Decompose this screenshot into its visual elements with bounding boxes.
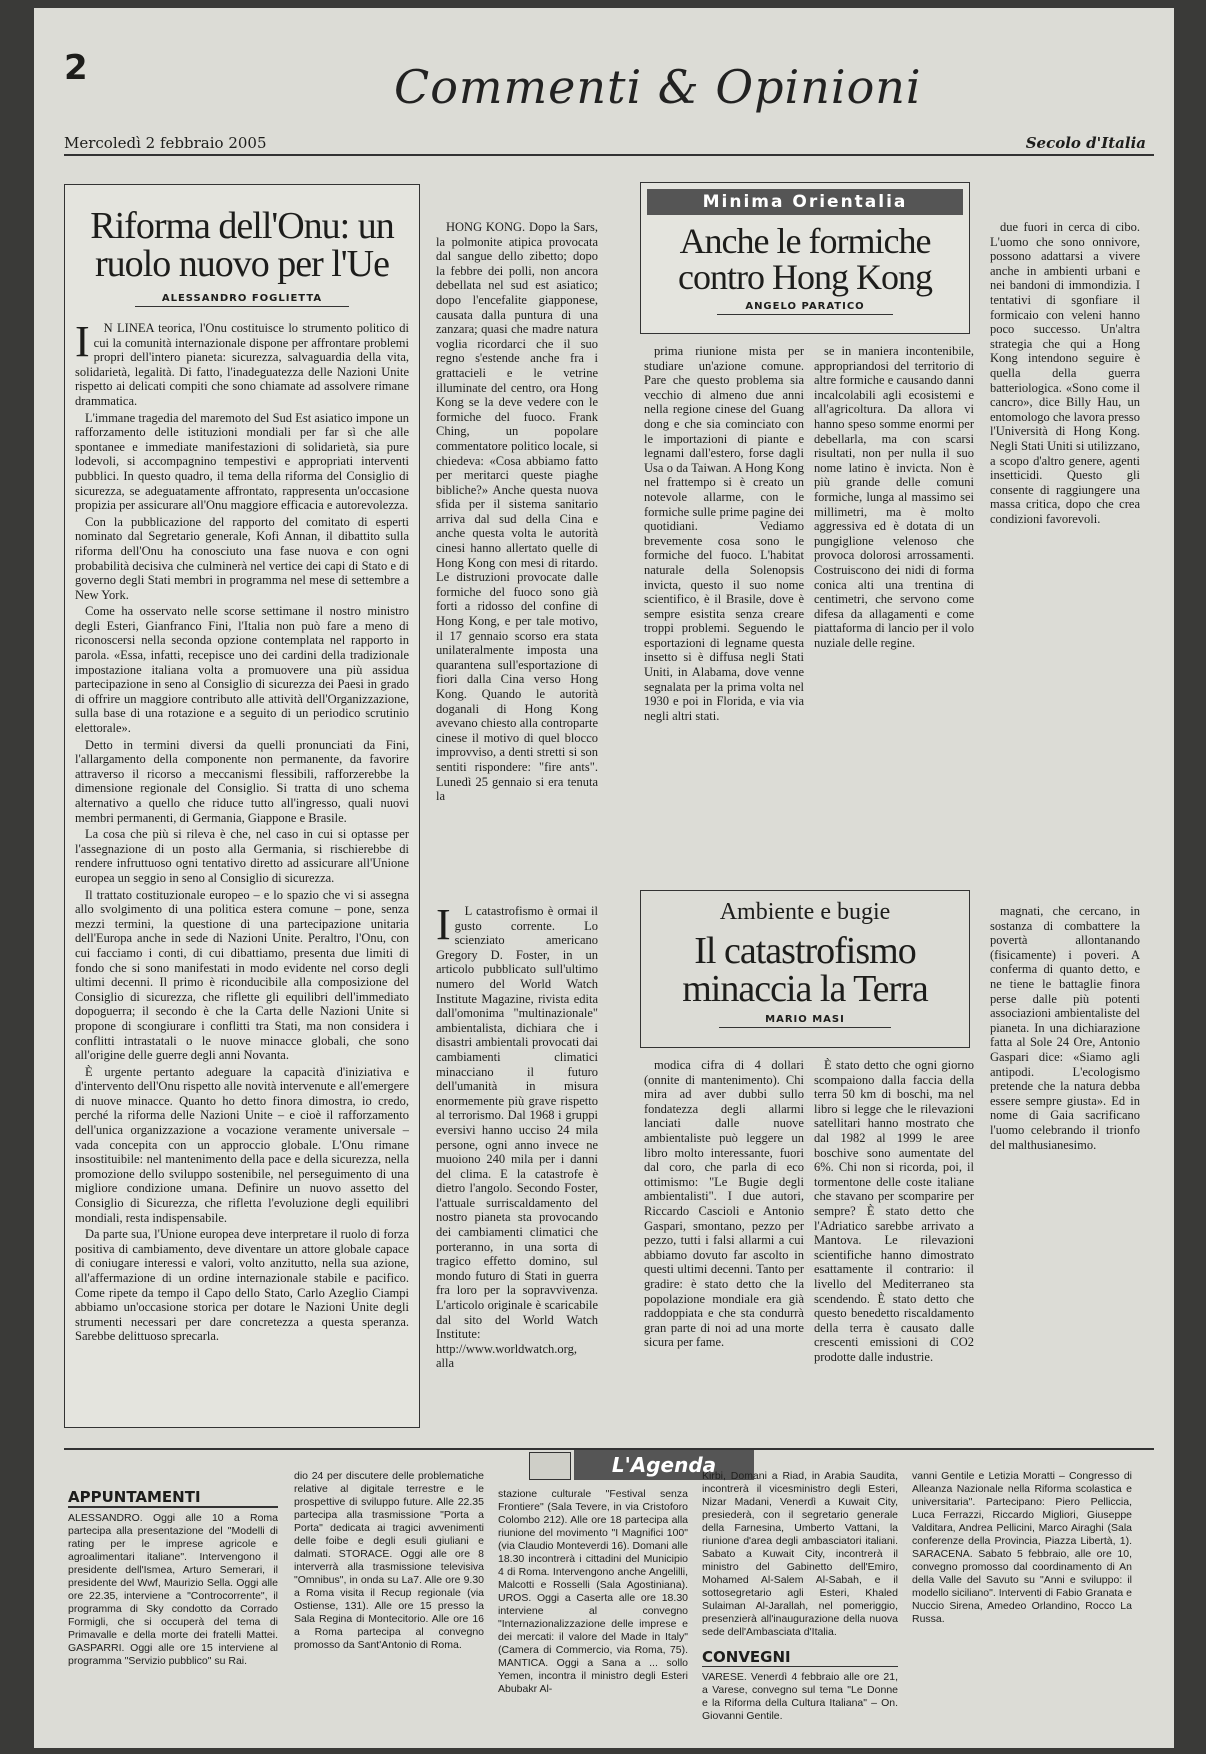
paragraph: È urgente pertanto adeguare la capacità d'iniziativa e d'intervento dell'Onu rispetto alle novità intervenute e all'emergere di nuove minacce. Quanto ho detto finora dimostra, io credo, perché la riforma delle Nazioni Unite – e cioè il rafforzamento dell'unica organizzazione a vocazione veramente universale – vada concepita con un approccio globale. L'Onu rimane insostituibile: nel mantenimento della pace e della sicurezza, nella promozione dello sviluppo sostenibile, nel perseguimento di una migliore condizione umana. Definire un nuovo assetto del Consiglio di Sicurezza, che rifletta l'evoluzione degli equilibri mondiali, resta indispensabile. [75, 1064, 409, 1225]
header-rule [64, 154, 1154, 156]
agenda-text: VARESE. Venerdì 4 febbraio alle ore 21, a Varese, convegno sul tema "Le Donne e la Riforma della Cultura Italiana" – On. Giovanni Gentile. [702, 1671, 898, 1722]
article2-col3 [814, 344, 974, 864]
newspaper-logo: Secolo d'Italia [1025, 134, 1146, 152]
paragraph: N LINEA teorica, l'Onu costituisce lo strumento politico di cui la comunità internazionale dispone per affrontare problemi propri dell'intero pianeta: sicurezza, salvaguardia della vita, solidarietà, legalità. Di fatto, l'inadeguatezza delle Nazioni Unite rispetto ai delicati compiti che sono chiamate ad assolvere rimane drammatica. [75, 321, 409, 408]
agenda-col1 [68, 1488, 278, 1738]
drop-cap: I [436, 904, 451, 949]
article2-col1 [436, 220, 598, 870]
paragraph: due fuori in cerca di cibo. L'uomo che sono onnivore, possono adattarsi a vivere anche in ambienti urbani e nei bandoni di immondizia. I tentativi di sgonfiare il formicaio con veleni hanno poco successo. Un'altra strategia che qui a Hong Kong intendono seguire è quella della guerra batteriologica. «Sono come il cancro», dice Billy Hau, un entomologo che lavora presso l'Università di Hong Kong. Negli Stati Uniti si utilizzano, a scopo d'altro genere, agenti insetticidi. Questo gli consente di raggiungere una massa critica, dopo che crea condizioni favorevoli. [990, 220, 1140, 526]
article2-col4 [990, 220, 1140, 870]
article-author: ANGELO PARATICO [717, 301, 893, 315]
agenda-col5: vanni Gentile e Letizia Moratti – Congresso di Alleanza Nazionale nella Riforma scolastica e universitaria". Partecipano: Piero Pelliccia, Luca Ferrazzi, Riccardo Migliori, Giuseppe Valditara, Andrea Pellicini, Marco Airaghi (Sala conferenze della Provincia, Piazza Libertà, 1). SARACENA. Sabato 5 febbraio, alle ore 10, convegno promosso dal coordinamento di An della Valle del Savuto su "Anni e sviluppo: il modello siciliano". Interventi di Fabio Granata e Nuccio Sirena, Amedeo Orlandino, Rocco La Russa. [912, 1470, 1132, 1625]
article-title: Anche le formiche contro Hong Kong [678, 221, 932, 297]
agenda-text: ALESSANDRO. Oggi alle 10 a Roma partecipa alla presentazione del "Modelli di rating per le imprese agricole e agroalimentari italiane". Intervengono il presidente dell'Ismea, Arturo Semerari, il presidente del Wwf, Maurizio Sella. Oggi alle ore 22.35, interviene a "Controcorrente", il programma di Sky condotto da Corrado Formigli, che si occuperà del tema di Primavalle e della morte dei fratelli Mattei. GASPARRI. Oggi alle ore 15 interviene al programma "Servizio pubblico" su Rai. [68, 1512, 278, 1667]
article2-headline-box [640, 182, 970, 334]
article-body [75, 321, 409, 1421]
paragraph: Detto in termini diversi da quelli pronunciati da Fini, l'allargamento della componente non permanente, da favorire attraverso il ricorso a meccanismi flessibili, rafforzerebbe la dimensione regionale del Consiglio. Si tratta di uno schema alternativo a quello che riduce tutto all'ingresso, quali nuovi membri permanenti, di Germania, Giappone e Brasile. [75, 737, 409, 825]
paragraph: Il trattato costituzionale europeo – e lo spazio che vi si assegna allo svolgimento di una politica estera comune – pone, senza mezzi termini, la questione di una partecipazione unitaria dell'Europa anche in sede di Nazioni Unite. Peraltro, l'Onu, con cui facciamo i conti, di cui dibattiamo, presenta due limiti di fondo che si sono manifestati in modo evidente nel corso degli ultimi decenni. Il primo è riconducibile alla composizione del Consiglio di sicurezza, che riflette gli equilibri dell'immediato dopoguerra; il secondo è che la Carta delle Nazioni Unite si propone di scongiurare i conflitti tra Stati, ma non considera i conflitti intrastatali o le nuove minacce globali, che sono all'origine delle guerre degli anni Novanta. [75, 887, 409, 1063]
paragraph: HONG KONG. Dopo la Sars, la polmonite atipica provocata dal sangue dello zibetto; dopo la febbre dei polli, non ancora debellata nel sud est asiatico; dopo l'encefalite giapponese, causata dalla puntura di una zanzara; quasi che madre natura voglia ricordarci che il suo regno s'estende anche fra i grattacieli e le vetrine illuminate del centro, ora Hong Kong se la deve vedere con le formiche del fuoco. Frank Ching, un popolare commentatore politico locale, si chiedeva: «Cosa abbiamo fatto per meritarci queste piaghe bibliche?» Anche questa nuova sfida per il sistema sanitario arriva dal sud della Cina e anche questa volta le autorità cinesi hanno allertato quelle di Hong Kong con mesi di ritardo. Le distruzioni provocate dalle formiche del fuoco sono già forti a ridosso del confine di Hong Kong, e per tale motivo, il 17 gennaio scorso era stata unilateralmente imposta una quarantena sull'esportazione di fiori dalla Cina verso Hong Kong. Quando le autorità doganali di Hong Kong avevano chiesto alla controparte cinese il motivo di quel blocco improvviso, a denti stretti si son sentiti rispondere: "fire ants". Lunedì 25 gennaio si era tenuta la [436, 220, 598, 804]
paragraph: È stato detto che ogni giorno scompaiono dalla faccia della terra 50 km di boschi, ma nel libro si legge che le rilevazioni satellitari hanno mostrato che dal 1982 al 1999 le aree boschive sono aumentate del 6%. Chi non si ricorda, poi, il tormentone delle coste italiane che stavano per scomparire per sempre? È stato detto che l'Adriatico sarebbe arrivato a Mantova. Le rilevazioni scientifiche hanno dimostrato esattamente il contrario: il livello del Mediterraneo sta scendendo. È stato detto che questo benedetto riscaldamento della terra è causato dalle crescenti emissioni di CO2 prodotte dalle industrie. [814, 1058, 974, 1364]
article-title: Riforma dell'Onu: un ruolo nuovo per l'Ue [90, 205, 394, 285]
page-number: 2 [64, 48, 88, 88]
agenda-title: L'Agenda [574, 1450, 754, 1480]
paragraph: se in maniera incontenibile, appropriandosi del territorio di altre formiche e causando danni incalcolabili agli ecosistemi e all'agricoltura. Da allora vi hanno speso somme enormi per debellarla, ma con scarsi risultati, non per nulla il suo nome latino è invicta. Non è più grande delle comuni formiche, lunga al massimo sei millimetri, ma è molto aggressiva ed è dotata di un pungiglione velenoso che provoca dolorosi arrossamenti. Costruiscono dei nidi di forma conica alti una trentina di centimetri, che servono come difesa da allagamenti e come piattaforma di lancio per il volo nuziale delle regine. [814, 344, 974, 650]
article-author: ALESSANDRO FOGLIETTA [135, 293, 349, 307]
newspaper-page [34, 8, 1174, 1748]
article-author: MARIO MASI [719, 1014, 891, 1028]
appuntamenti-heading: APPUNTAMENTI [68, 1488, 278, 1508]
agenda-col4 [702, 1470, 898, 1740]
article-onu [64, 184, 420, 1428]
article3-col1 [436, 904, 598, 1424]
article3-col2 [644, 1058, 804, 1428]
paragraph: prima riunione mista per studiare un'azione comune. Pare che questo problema sia vecchio di almeno due anni nella regione cinese del Guang dong e che sia cominciato con le importazioni di piante e legnami dall'estero, forse dagli Usa o da Taiwan. A Hong Kong nel frattempo si è creato un notevole allarme, con le formiche sulle prime pagine dei quotidiani. Vediamo brevemente cosa sono le formiche del fuoco. L'habitat naturale della Solenopsis invicta, questo il suo nome scientifico, è il Brasile, dove è sempre esistita senza creare troppi problemi. Seguendo le esportazioni di legname questa insetto si è diffusa negli Stati Uniti, in Alabama, dove venne segnalata per la prima volta nel 1930 e poi in Florida, e via via negli altri stati. [644, 344, 804, 723]
paragraph: Da parte sua, l'Unione europea deve interpretare il ruolo di forza positiva di cambiamento, deve diventare un attore globale capace di coniugare interessi e valori, volto anzitutto, nella sua azione, all'affermazione di un ordine internazionale stabile e pacifico. Come ripete da tempo il Capo dello Stato, Carlo Azeglio Ciampi abbiamo un'occasione storica per dotare le Nazioni Unite degli strumenti necessari per dare concretezza a questa speranza. Sarebbe delittuoso sprecarla. [75, 1227, 409, 1344]
paragraph: La cosa che più si rileva è che, nel caso in cui si optasse per l'assegnazione di un posto alla Germania, si rischierebbe di rendere infruttuoso ogni tentativo diretto ad assicurare all'Unione europea un seggio in seno al Consiglio di sicurezza. [75, 827, 409, 885]
article-title: Il catastrofismo minaccia la Terra [682, 930, 928, 1010]
paragraph: modica cifra di 4 dollari (onnite di mantenimento). Chi mira ad aver dubbi sullo fondatezza degli allarmi lanciati dalle nuove ambientaliste può leggere un libro molto interessante, fuori dal coro, che parla di eco ottimismo: "Le Bugie degli ambientalisti". I due autori, Riccardo Cascioli e Antonio Gaspari, smontano, pezzo per pezzo, tutti i falsi allarmi a cui abbiamo dovuto far ascolto in questi ultimi decenni. Tanto per gradire: è stato detto che la popolazione mondiale era già raddoppiata e che sta condurrà gran parte di noi ad una morte sicura per fame. [644, 1058, 804, 1350]
dateline: Mercoledì 2 febbraio 2005 [64, 134, 267, 152]
article3-headline-box [640, 890, 970, 1048]
article3-col3 [814, 1058, 974, 1428]
calendar-icon [529, 1452, 571, 1480]
paragraph: magnati, che cercano, in sostanza di combattere la povertà allontanando (fisicamente) i poveri. A conferma di quanto detto, e ne tiene le battaglie finora perse dalle più potenti associazioni ambientaliste del pianeta. In una dichiarazione fatta al Sole 24 Ore, Antonio Gaspari dice: «Siamo agli antipodi. L'ecologismo pretende che la natura debba essere sempre giusta». Ed in nome di Gaia sacrificano l'uomo celebrando il trionfo del malthusianesimo. [990, 904, 1140, 1152]
article2-col2 [644, 344, 804, 864]
section-title: Commenti & Opinioni [394, 60, 922, 114]
paragraph: Con la pubblicazione del rapporto del comitato di esperti nominato dal Segretario generale, Kofi Annan, il dibattito sulla riforma dell'Onu ha conosciuto una fase nuova e con ogni probabilità decisiva che culminerà nel vertice dei capi di Stato e di governo degli Stati membri in programma nel mese di settembre a New York. [75, 514, 409, 602]
paragraph: L'immane tragedia del maremoto del Sud Est asiatico impone un rafforzamento delle istituzioni mondiali per far sì che alle spontanee e immediate manifestazioni di solidarietà, sia pure lodevoli, si accompagnino tempestivi e appropriati interventi pubblici. In questo quadro, il tema della riforma del Consiglio di sicurezza, se adeguatamente affrontato, rappresenta un'occasione propizia per assicurare all'Onu maggiore efficacia e autorevolezza. [75, 410, 409, 513]
paragraph: Come ha osservato nelle scorse settimane il nostro ministro degli Esteri, Gianfranco Fini, l'Italia non può fare a meno di riconoscersi nella seconda opzione contemplata nel rapporto in parola. «Essa, infatti, recepisce uno dei cardini della tradizionale impostazione italiana volta a promuovere una più assidua partecipazione in seno al Consiglio di sicurezza dei Paesi in grado di offrire un maggiore contributo alle attività dell'Organizzazione, sulla base di una rotazione e a seguito di un periodico scrutinio elettorale». [75, 604, 409, 736]
article3-col4 [990, 904, 1140, 1424]
agenda-col2: dio 24 per discutere delle problematiche relative al digitale terrestre e le prospettive di sviluppo future. Alle 22.35 partecipa alla trasmissione "Porta a Porta" dedicata ai tragici avvenimenti delle foibe e degli esuli giuliani e dalmati. STORACE. Oggi alle ore 8 interverrà alla trasmissione televisiva "Omnibus", in onda su La7. Alle ore 9.30 a Roma visita il Recup regionale (via Ostiense, 131). Alle ore 15 presso la Sala Regina di Montecitorio. Alle ore 16 a Roma partecipa al convegno promosso da Sant'Antonio di Roma. [294, 1470, 484, 1651]
paragraph: L catastrofismo è ormai il gusto corrente. Lo scienziato americano Gregory D. Foster, in un articolo pubblicato sull'ultimo numero del World Watch Institute Magazine, rivista edita dall'omonima "multinazionale" ambientalista, dichiara che i disastri ambientali provocati dai cambiamenti climatici minacciano il futuro dell'umanità in misura enormemente più grave rispetto al terrorismo. Dal 1968 i gruppi eversivi hanno ucciso 24 mila persone, ogni anno invece ne muoiono 240 mila per i danni del clima. E la catastrofe è dietro l'angolo. Secondo Foster, l'attuale surriscaldamento del nostro pianeta sta provocando dei cambiamenti climatici che porteranno, in una sorta di tragico effetto domino, sul mondo futuro di Stati in guerra fra loro per la sopravvivenza. L'articolo originale è scaricabile dal sito del World Watch Institute: http://www.worldwatch.org, alla [436, 904, 598, 1371]
column-kicker: Minima Orientalia [647, 189, 963, 215]
drop-cap: I [75, 321, 90, 366]
column-kicker: Ambiente e bugie [719, 899, 891, 925]
convegni-heading: CONVEGNI [702, 1648, 898, 1667]
agenda-col3: stazione culturale "Festival senza Frontiere" (Sala Tevere, in via Cristoforo Colombo 212). Alle ore 18 partecipa alla riunione del movimento "I Magnifici 100" (via Claudio Monteverdi 16). Domani alle 18.30 incontrerà i cittadini del Municipio 4 di Roma. Intervengono anche Angelilli, Malcotti e Rosselli (Sala Agostiniana). UROS. Oggi a Caserta alle ore 18.30 interviene al convegno "Internazionalizzazione delle imprese e dei mercati: il valore del Made in Italy" (Camera di Commercio, via Roma, 75). MANTICA. Oggi a Sana a ... sollo Yemen, incontra il ministro degli Esteri Abubakr Al- [498, 1488, 688, 1695]
agenda-text: Kirbi, Domani a Riad, in Arabia Saudita, incontrerà il vicesministro degli Esteri, Nizar Madani, Venerdì a Kuwait City, presiederà, con il segretario generale della Farnesina, Umberto Vattani, la riunione d'area degli ambasciatori italiani. Sabato a Kuwait City, incontrerà il ministro del Gabinetto dell'Emiro, Mohamed Al-Salem Al-Sabah, e il sottosegretario agli Esteri, Khaled Sulaiman Al-Jarallah, nel pomeriggio, presenzierà all'inaugurazione della nuova sede dell'Ambasciata d'Italia. [702, 1470, 898, 1638]
